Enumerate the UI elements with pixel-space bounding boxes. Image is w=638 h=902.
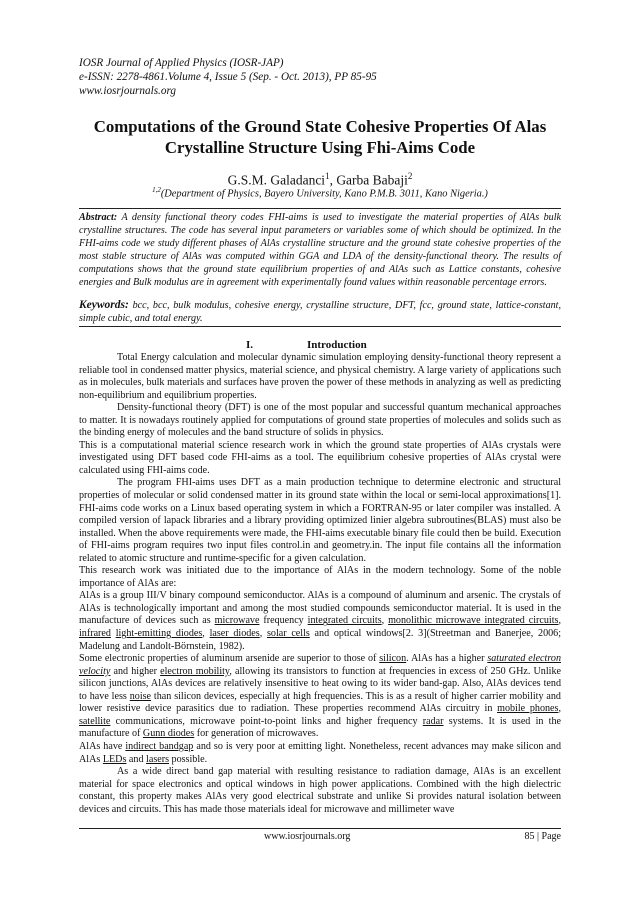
footer-rule — [79, 828, 561, 829]
keywords-label: Keywords: — [79, 299, 129, 311]
journal-header — [79, 56, 561, 98]
paragraph-1: Total Energy calculation and molecular dynamic simulation employing density-functional theory represent a reliable tool in condensed matter physics, material science, and physical chemistry. A large variety of applications such as in molecules, bulk materials and surfaces have proven the power of these methods in analyzing as well as predicting non-equilibrium and equilibrium properties. — [79, 352, 561, 401]
p8-text-b: and so is very poor at emitting light. Nonetheless, recent advances may make silicon and AlAs — [79, 740, 562, 765]
affiliation — [79, 184, 561, 200]
p8-text-c: and — [126, 753, 147, 765]
link-monolithic-microwave-integrated-circuits[interactable]: monolithic microwave integrated circuits — [388, 615, 559, 627]
p8-text-a: AlAs have — [79, 740, 126, 752]
p6-text-d: , — [558, 615, 561, 627]
journal-issue: e-ISSN: 2278-4861.Volume 4, Issue 5 (Sep. - Oct. 2013), PP 85-95 — [79, 71, 377, 83]
p6-text-b: frequency — [259, 615, 308, 627]
keywords-text: bcc, bcc, bulk modulus, cohesive energy, crystalline structure, DFT, fcc, ground state, lattice-constant, simple cubic, and total energy. — [79, 300, 561, 325]
link-electron-mobility[interactable]: electron mobility — [160, 665, 230, 677]
link-lasers[interactable]: lasers — [146, 753, 170, 765]
section-number: I. — [246, 339, 254, 351]
paragraph-5: This research work was initiated due to the importance of AlAs in the modern technology. Some of the noble importance of AlAs are: — [79, 565, 561, 589]
abstract-text: A density functional theory codes FHI-aims is used to investigate the material properties of AlAs bulk crystalline structures. The code has several input parameters or variables some of which should be optimized. In the FHI-aims code we study different phases of AlAs crystalline structure and the ground state cohesive properties of the most stable structure of AlAs was computed within GGA and LDA of the density-functional theory. The results of computations shows that the ground state equilibrium properties of and AlAs such as Lattice constants, cohesive energies and Bulk modulus are in agreement with experimentally found values within reasonable percentage errors. — [79, 212, 561, 289]
body-text — [79, 352, 561, 816]
footer-website: www.iosrjournals.org — [264, 831, 351, 842]
footer-page-number: 85 | Page — [524, 831, 561, 842]
section-title: Introduction — [307, 339, 367, 351]
link-laser-diodes[interactable]: laser diodes — [209, 628, 260, 640]
affiliation-superscript: 1,2 — [152, 186, 161, 194]
p6-text-g: , — [259, 628, 267, 640]
journal-website: www.iosrjournals.org — [79, 85, 176, 97]
paragraph-4: The program FHI-aims uses DFT as a main production technique to determine electronic and structural properties of molecular or solid condensed matter in its ground state within the local or semi-local approximations[1]. FHI-aims code works on a Linux based operating system in which a FORTRAN-95 or later compiler was installed. A compiled version of lapack libraries and a library providing optimized linier algebra subroutines(BLAS) must also be installed. When the above requirements were made, the FHI-aims executable binary file could then be build. Execution of FHI-aims program requires two input files control.in and geometry.in. The input file contains all the information related to atomic structure and runtime-specific for a given calculation. — [79, 477, 561, 564]
p8-text-d: possible. — [169, 753, 208, 765]
p6-text-h: and optical windows[2. 3](Streetman and Banerjee, 2006; Madelung and Landolt-Börnstein, 1982). — [79, 628, 562, 652]
p7-text-h: systems. It is used in the manufacture of — [79, 715, 562, 740]
p7-text-i: for generation of microwaves. — [194, 728, 319, 740]
paragraph-2: Density-functional theory (DFT) is one of the most popular and successful quantum mechanical approaches to matter. It is nowadays routinely applied for computations of ground state properties of molecules and solids such as the binding energy of molecules and the band structure of solids in physics. — [79, 402, 561, 439]
author-2: Garba Babaji — [336, 172, 408, 188]
paper-title-line-2: Crystalline Structure Using Fhi-Aims Code — [164, 138, 476, 157]
link-saturated-electron-velocity[interactable]: saturated electron velocity — [79, 653, 561, 677]
link-solar-cells[interactable]: solar cells — [266, 628, 310, 640]
paragraph-7 — [79, 653, 561, 741]
link-light-emitting-diodes[interactable]: light-emitting diodes — [115, 628, 203, 640]
abstract — [79, 211, 561, 290]
link-indirect-bandgap[interactable]: indirect bandgap — [125, 740, 194, 752]
paragraph-9: As a wide direct band gap material with resulting resistance to radiation damage, AlAs is an excellent material for space electronics and optical windows in high power applications. Combined with the high dielectric constant, this property makes AlAs very good electrical substrate and unlike Si provides natural isolation between devices and circuits. This has made those materials ideal for microwave and millimeter wave — [79, 766, 561, 815]
paragraph-6 — [79, 590, 561, 653]
p6-text-f: , — [202, 628, 210, 640]
p7-text-f: , — [558, 703, 561, 715]
p6-text-c: , — [381, 615, 389, 627]
p7-text-b: . AlAs has a higher — [406, 653, 488, 665]
author-2-superscript: 2 — [407, 171, 413, 181]
author-1: G.S.M. Galadanci — [227, 172, 326, 188]
link-infrared[interactable]: infrared — [79, 628, 111, 640]
paragraph-3: This is a computational material science research work in which the ground state properties of AlAs crystals were investigated using DFT based code FHI-aims as a tool. The equilibrium cohesive properties of AlAs crystal were calculated using FHI-aims code. — [79, 439, 561, 476]
link-noise[interactable]: noise — [129, 690, 152, 702]
link-mobile-phones[interactable]: mobile phones — [497, 703, 559, 715]
link-microwave[interactable]: microwave — [214, 615, 260, 627]
p7-text-d: , allowing its transistors to function at frequencies in excess of 250 GHz. Unlike silicon junctions, AlAs devices are relatively insensitive to heat owing to its wider band-gap. Also, AlAs devices tend to have less — [79, 665, 561, 702]
keywords — [79, 299, 561, 325]
p7-text-g: communications, microwave point-to-point links and higher frequency — [110, 715, 423, 727]
journal-name: IOSR Journal of Applied Physics (IOSR-JAP) — [79, 57, 284, 69]
p6-text-a: AlAs is a group III/V binary compound semiconductor. AlAs is a compound of aluminum and arsenic. The crystals of AlAs is technologically important and among the most studied compounds semiconductor material. It is used in the manufacture of devices such as — [79, 590, 561, 627]
abstract-top-rule — [79, 208, 561, 209]
link-integrated-circuits[interactable]: integrated circuits — [307, 615, 382, 627]
p7-text-c: and higher — [110, 665, 161, 677]
p7-text-a: Some electronic properties of aluminum arsenide are superior to those of — [79, 653, 380, 665]
link-silicon[interactable]: silicon — [379, 653, 407, 665]
paragraph-8 — [79, 741, 561, 766]
paper-title-line-1: Computations of the Ground State Cohesive Properties Of Alas — [93, 117, 547, 136]
link-gunn-diodes[interactable]: Gunn diodes — [142, 728, 195, 740]
author-separator: , — [329, 172, 337, 188]
author-1-superscript: 1 — [325, 171, 330, 181]
link-radar[interactable]: radar — [422, 715, 444, 727]
abstract-label: Abstract: — [79, 212, 118, 223]
p7-text-e: than silicon devices, especially at high frequencies. This is as a result of higher carrier mobility and lower resistive device parasitics due to radiation. These properties recommend AlAs circuitry in — [79, 690, 561, 715]
link-leds[interactable]: LEDs — [102, 753, 127, 765]
link-satellite[interactable]: satellite — [79, 715, 111, 727]
abstract-bottom-rule — [79, 326, 561, 327]
paper-title — [79, 116, 561, 158]
affiliation-text: (Department of Physics, Bayero University, Kano P.M.B. 3011, Kano Nigeria.) — [160, 188, 488, 200]
